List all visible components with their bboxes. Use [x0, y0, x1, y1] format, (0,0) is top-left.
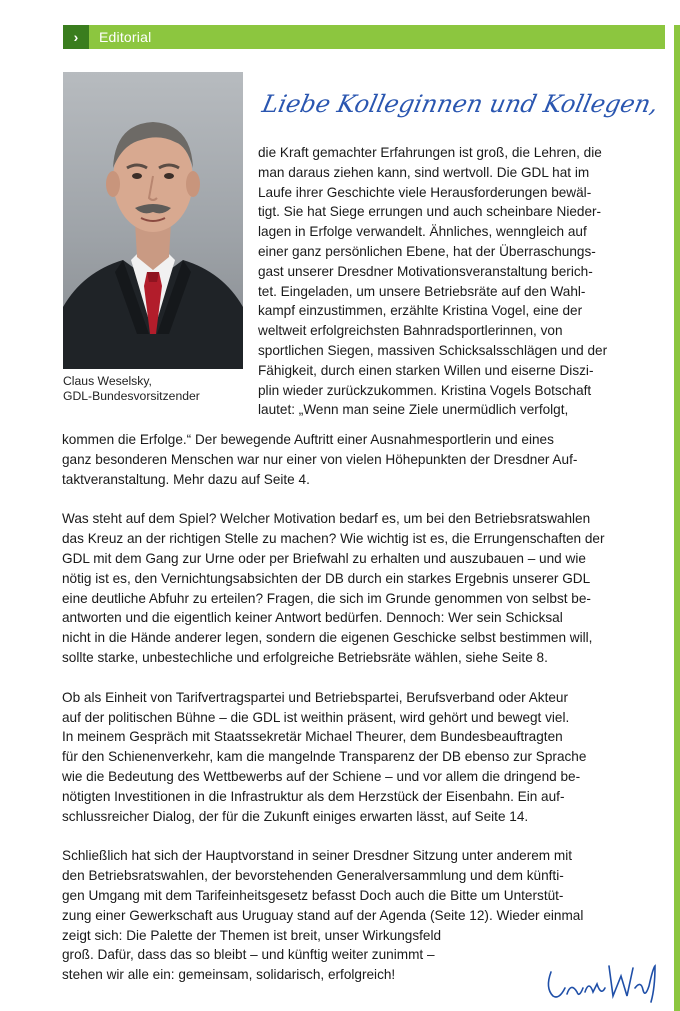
- section-header: [63, 25, 665, 49]
- text-line: lautet: „Wenn man seine Ziele unermüdlich verfolgt,: [258, 402, 569, 418]
- text-line: man daraus ziehen kann, sind wertvoll. Die GDL hat im: [258, 164, 590, 180]
- paragraph-2: [62, 509, 672, 667]
- portrait-illustration: [63, 72, 243, 369]
- text-line: für den Schienenverkehr, kam die mangelnde Transparenz der DB ebenso zur Sprache: [62, 749, 587, 765]
- caption-name: Claus Weselsky,: [63, 374, 152, 388]
- text-line: Schließlich hat sich der Hauptvorstand in seiner Dresdner Sitzung unter anderem mit: [62, 848, 573, 864]
- paragraph-3: [62, 688, 672, 827]
- text-line: gast unserer Dresdner Motivationsveranstaltung berich-: [258, 263, 593, 279]
- text-line: nötig ist es, den Vernichtungsabsichten der DB durch ein starkes Ergebnis unserer GDL: [62, 570, 591, 586]
- text-line: antworten und die eigentlich keiner Antwort bedürfen. Dennoch: Wer sein Schicksal: [62, 610, 563, 626]
- text-line: stehen wir alle ein: gemeinsam, solidarisch, erfolgreich!: [62, 967, 396, 983]
- text-line: plin wieder zurückzukommen. Kristina Vogels Botschaft: [258, 382, 592, 398]
- text-line: Fähigkeit, durch einen starken Willen und eiserne Diszi-: [258, 362, 594, 378]
- salutation-text: Liebe Kolleginnen und Kollegen,: [259, 89, 661, 118]
- text-line: groß. Dafür, dass das so bleibt – und künftig weiter zunimmt –: [62, 947, 435, 963]
- text-line: zeigt sich: Die Palette der Themen ist breit, unser Wirkungsfeld: [62, 927, 442, 943]
- text-line: taktveranstaltung. Mehr dazu auf Seite 4.: [62, 471, 310, 487]
- side-accent-bar: [674, 25, 680, 1011]
- text-line: wie die Bedeutung des Wettbewerbs auf der Schiene – und vor allem die dringend be-: [62, 768, 581, 784]
- chevron-right-icon: ›: [63, 25, 89, 49]
- paragraph-1: [62, 430, 672, 489]
- text-line: die Kraft gemachter Erfahrungen ist groß, die Lehren, die: [258, 145, 602, 160]
- text-line: sollte starke, unbestechliche und erfolgreiche Betriebsräte wählen, siehe Seite 8.: [62, 649, 548, 665]
- text-line: kommen die Erfolge.“ Der bewegende Auftritt einer Ausnahmesportlerin und eines: [62, 432, 554, 447]
- text-line: nötigten Investitionen in die Infrastruktur als dem Herzstück der Eisenbahn. Ein auf-: [62, 788, 565, 804]
- intro-column: [258, 143, 666, 420]
- text-line: einer ganz persönlichen Ebene, hat der Überraschungs-: [258, 243, 596, 259]
- text-line: auf der politischen Bühne – die GDL ist weithin präsent, wird gehört und bewegt viel.: [62, 709, 570, 725]
- text-line: ganz besonderen Menschen war nur einer von vielen Höhepunkten der Dresdner Auf-: [62, 451, 578, 467]
- text-line: sportlichen Siegen, massiven Schicksalsschlägen und der: [258, 342, 608, 358]
- text-line: Ob als Einheit von Tarifvertragspartei und Betriebspartei, Berufsverband oder Akteur: [62, 689, 569, 705]
- caption-role: GDL-Bundesvorsitzender: [63, 389, 200, 403]
- text-line: Laufe ihrer Geschichte viele Herausforderungen bewäl-: [258, 184, 592, 200]
- text-line: In meinem Gespräch mit Staatssekretär Michael Theurer, dem Bundesbeauftragten: [62, 729, 563, 745]
- text-line: tet. Eingeladen, um unsere Betriebsräte auf den Wahl-: [258, 283, 586, 299]
- handwritten-salutation: [258, 70, 661, 130]
- text-line: tigt. Sie hat Siege errungen und auch scheinbare Nieder-: [258, 204, 602, 220]
- text-line: kampf einzustimmen, erzählte Kristina Vogel, eine der: [258, 303, 583, 319]
- text-line: gen Umgang mit dem Tarifeinheitsgesetz befasst Doch auch die Bitte um Unterstüt-: [62, 887, 564, 903]
- text-line: eine deutliche Abfuhr zu erteilen? Fragen, die sich im Grunde genommen von selbst be-: [62, 590, 591, 606]
- author-photo: [63, 72, 243, 369]
- text-line: weltweit erfolgreichsten Bahnradsportlerinnen, von: [258, 323, 563, 339]
- photo-caption: [63, 374, 248, 404]
- section-title: Editorial: [99, 29, 152, 45]
- text-line: nicht in die Hände anderer legen, sondern die eigenen Geschicke selbst bestimmen will,: [62, 630, 593, 646]
- editorial-body: [62, 430, 672, 985]
- text-line: zung einer Gewerkschaft aus Uruguay stand auf der Agenda (Seite 12). Wieder einmal: [62, 907, 584, 923]
- text-line: GDL mit dem Gang zur Urne oder per Briefwahl zu erhalten und auszubauen – und wie: [62, 550, 586, 566]
- text-line: Was steht auf dem Spiel? Welcher Motivation bedarf es, um bei den Betriebsratswahlen: [62, 511, 591, 527]
- text-line: schlussreicher Dialog, der für die Zukunft einiges erwarten lässt, auf Seite 14.: [62, 808, 529, 824]
- text-line: den Betriebsratswahlen, der bevorstehenden Generalversammlung und dem künfti-: [62, 868, 564, 884]
- text-line: lagen in Erfolge verwandelt. Ähnliches, wenngleich auf: [258, 224, 587, 240]
- text-line: das Kreuz an der richtigen Stelle zu machen? Wie wichtig ist es, die Errungenschaften der: [62, 531, 605, 547]
- handwritten-signature: [543, 958, 663, 1006]
